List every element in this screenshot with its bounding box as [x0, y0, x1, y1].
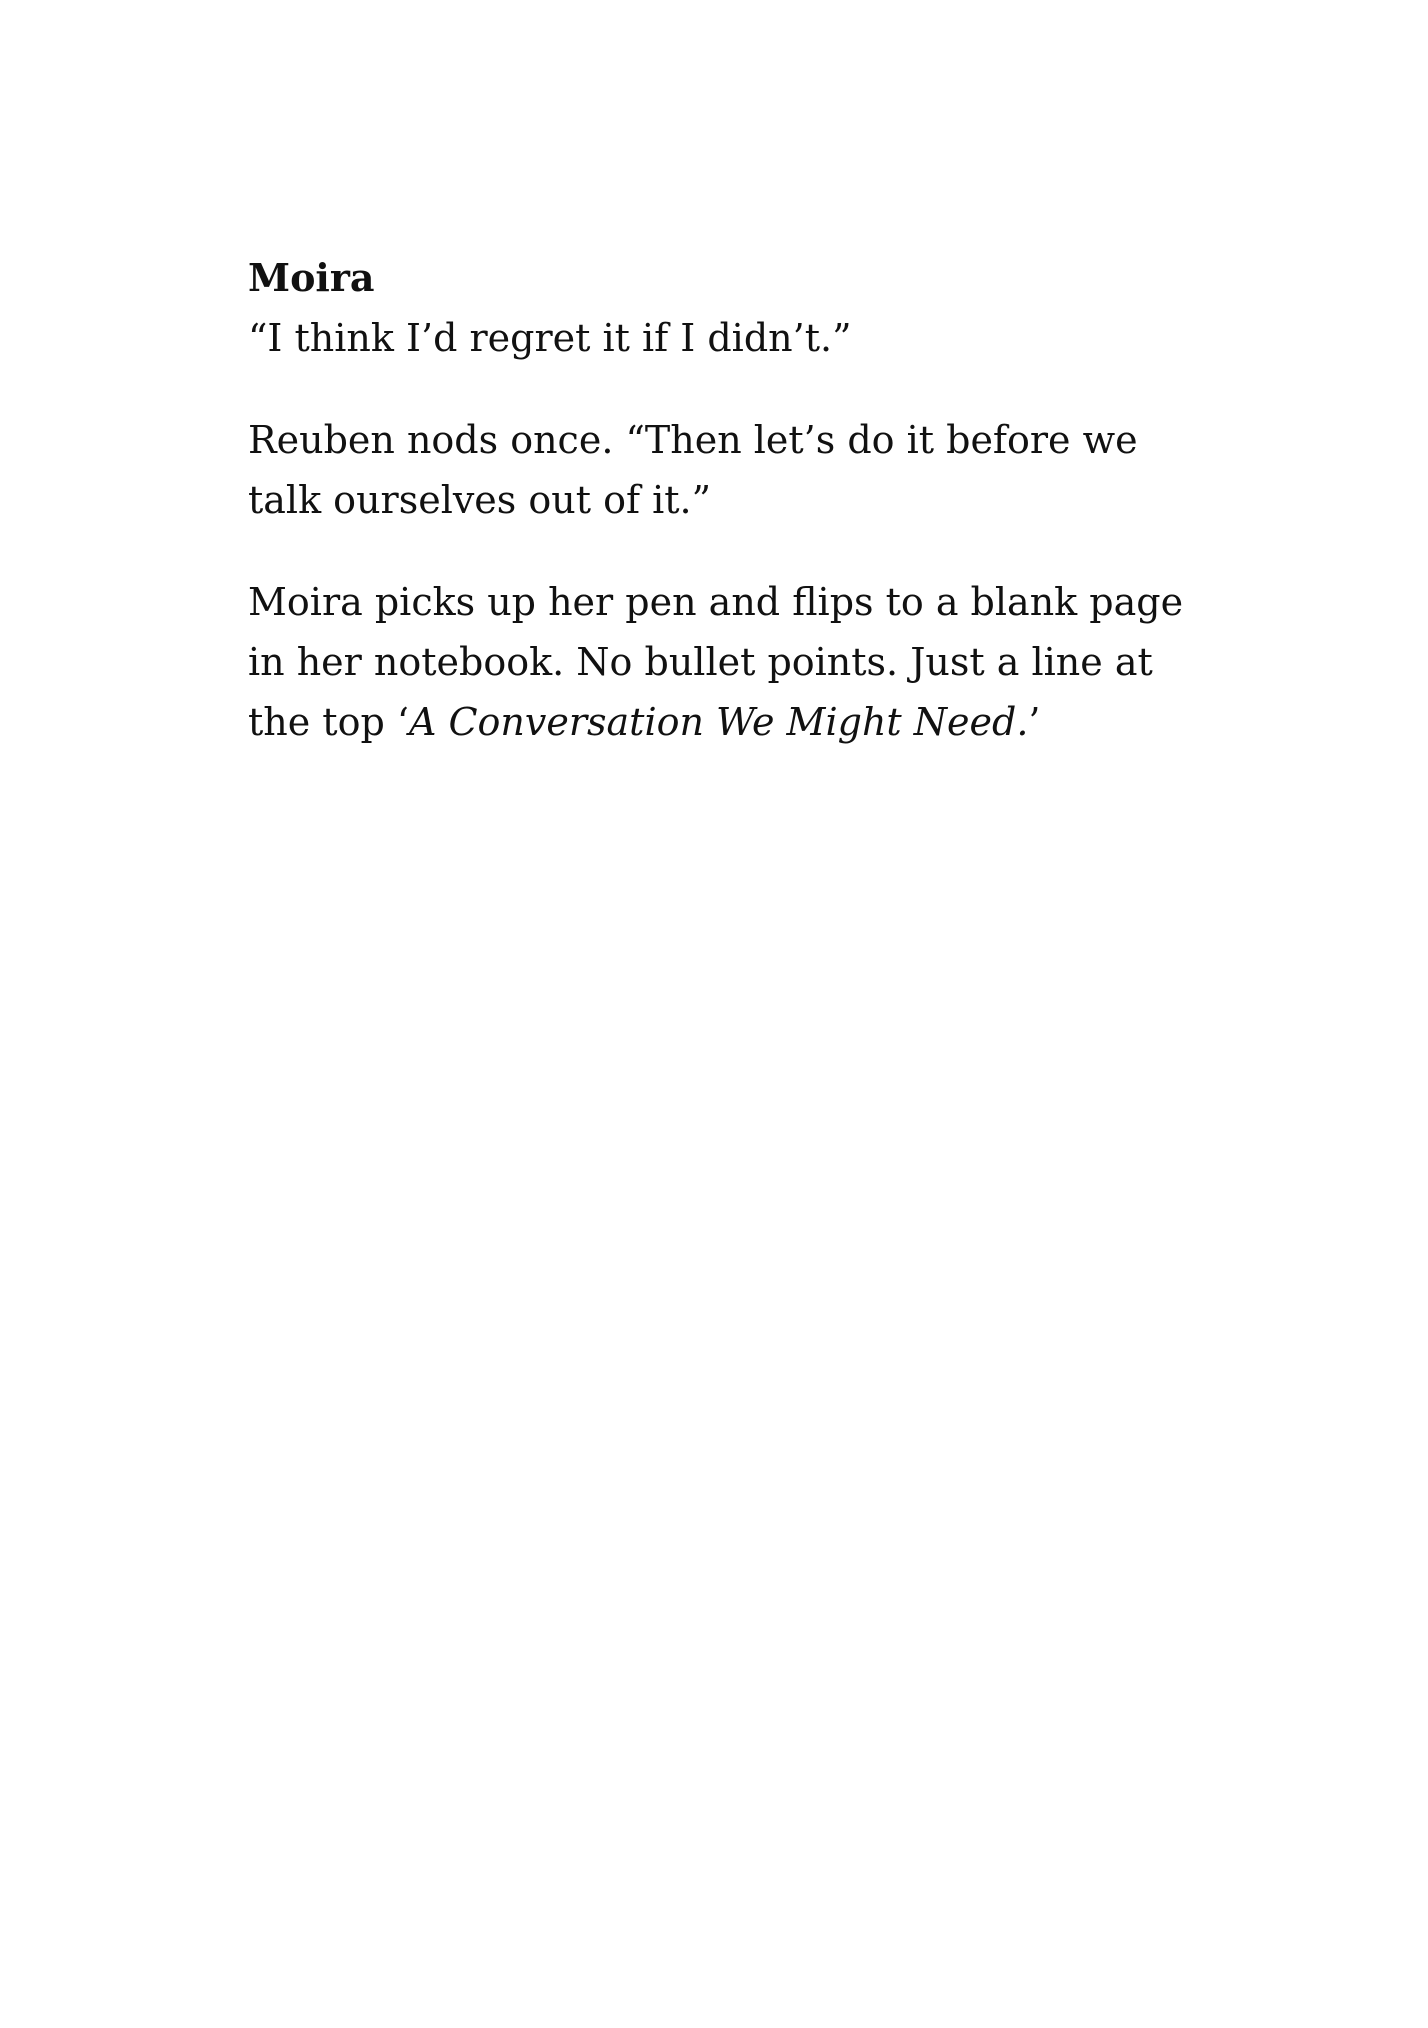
text-block [248, 248, 1188, 794]
paragraph-reuben: Reuben nods once. “Then let’s do it before we talk ourselves out of it.” [248, 418, 1138, 522]
paragraph-lead-text: Moira picks up her pen and flips to a blank page in her notebook. No bullet points. Just a line at the top ‘ [248, 580, 1184, 744]
paragraph-moira-notebook [248, 572, 1188, 752]
paragraph-closing-quote: ’ [1028, 700, 1041, 744]
notebook-title-italic: A Conversation We Might Need. [408, 700, 1029, 744]
dialogue-line: “I think I’d regret it if I didn’t.” [248, 316, 852, 360]
speaker-name: Moira [248, 255, 375, 300]
